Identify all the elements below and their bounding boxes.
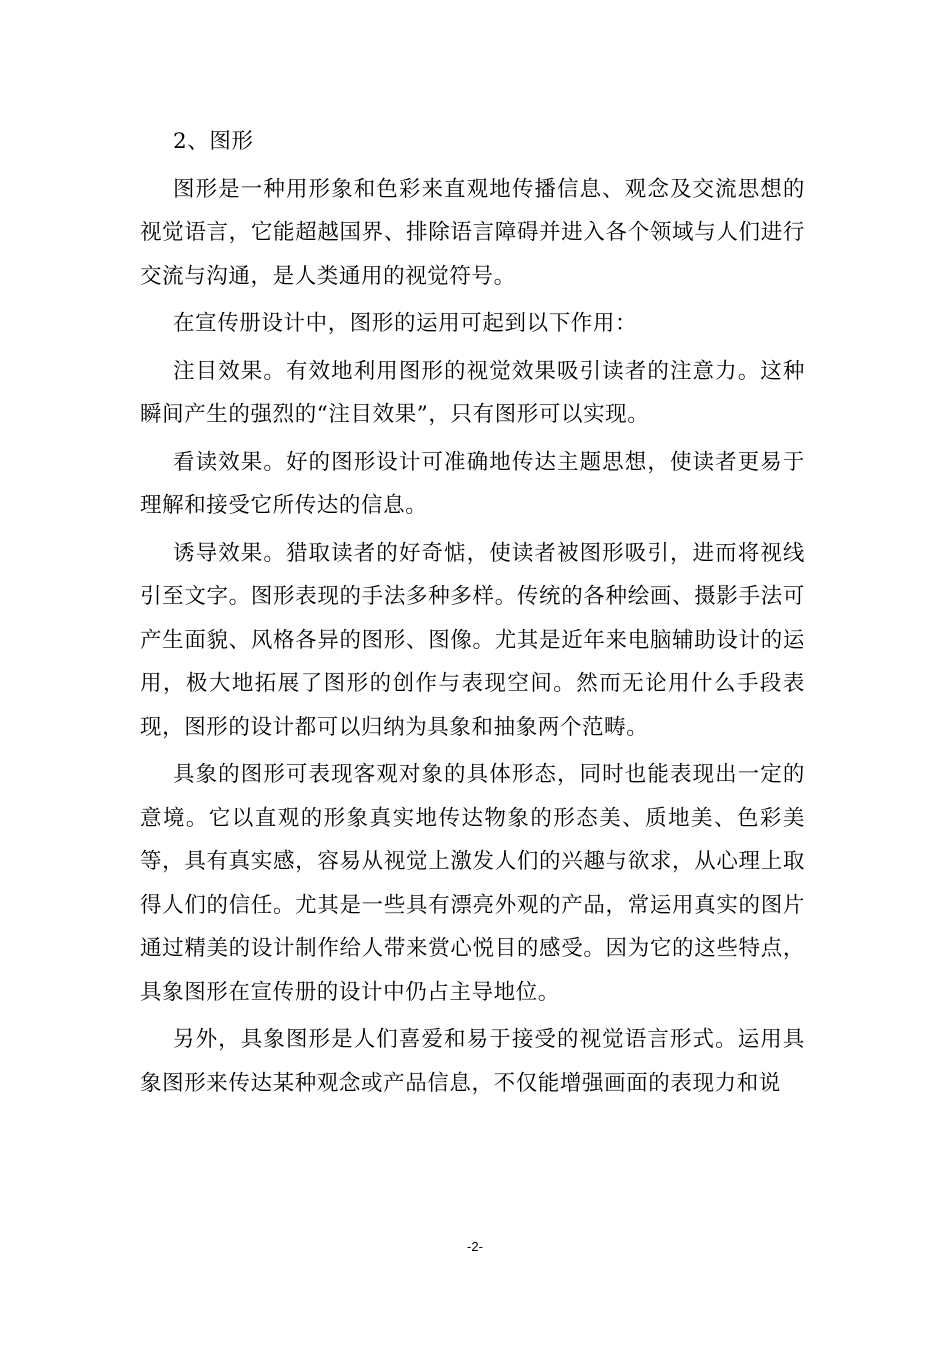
paragraph: 另外，具象图形是人们喜爱和易于接受的视觉语言形式。运用具象图形来传达某种观念或产品信息，不仅能增强画面的表现力和说: [140, 1027, 805, 1096]
section-heading: 2、图形: [173, 129, 254, 154]
page-number: -2-: [467, 1239, 483, 1254]
paragraph: 图形是一种用形象和色彩来直观地传播信息、观念及交流思想的视觉语言，它能超越国界、排除语言障碍并进入各个领域与人们进行交流与沟通，是人类通用的视觉符号。: [140, 176, 805, 289]
paragraph: 看读效果。好的图形设计可准确地传达主题思想，使读者更易于理解和接受它所传达的信息。: [140, 449, 805, 518]
paragraph: 在宣传册设计中，图形的运用可起到以下作用：: [173, 311, 638, 336]
body-text: [140, 120, 805, 1105]
paragraph: 诱导效果。猎取读者的好奇惦，使读者被图形吸引，进而将视线引至文字。图形表现的手法多种多样。传统的各种绘画、摄影手法可产生面貌、风格各异的图形、图像。尤其是近年来电脑辅助设计的运用，极大地拓展了图形的创作与表现空间。然而无论用什么手段表现，图形的设计都可以归纳为具象和抽象两个范畴。: [140, 540, 805, 740]
paragraph: 注目效果。有效地利用图形的视觉效果吸引读者的注意力。这种瞬间产生的强烈的“注目效果”，只有图形可以实现。: [140, 358, 805, 427]
paragraph: 具象的图形可表现客观对象的具体形态，同时也能表现出一定的意境。它以直观的形象真实地传达物象的形态美、质地美、色彩美等，具有真实感，容易从视觉上激发人们的兴趣与欲求，从心理上取得人们的信任。尤其是一些具有漂亮外观的产品，常运用真实的图片通过精美的设计制作给人带来赏心悦目的感受。因为它的这些特点，具象图形在宣传册的设计中仍占主导地位。: [140, 762, 805, 1005]
